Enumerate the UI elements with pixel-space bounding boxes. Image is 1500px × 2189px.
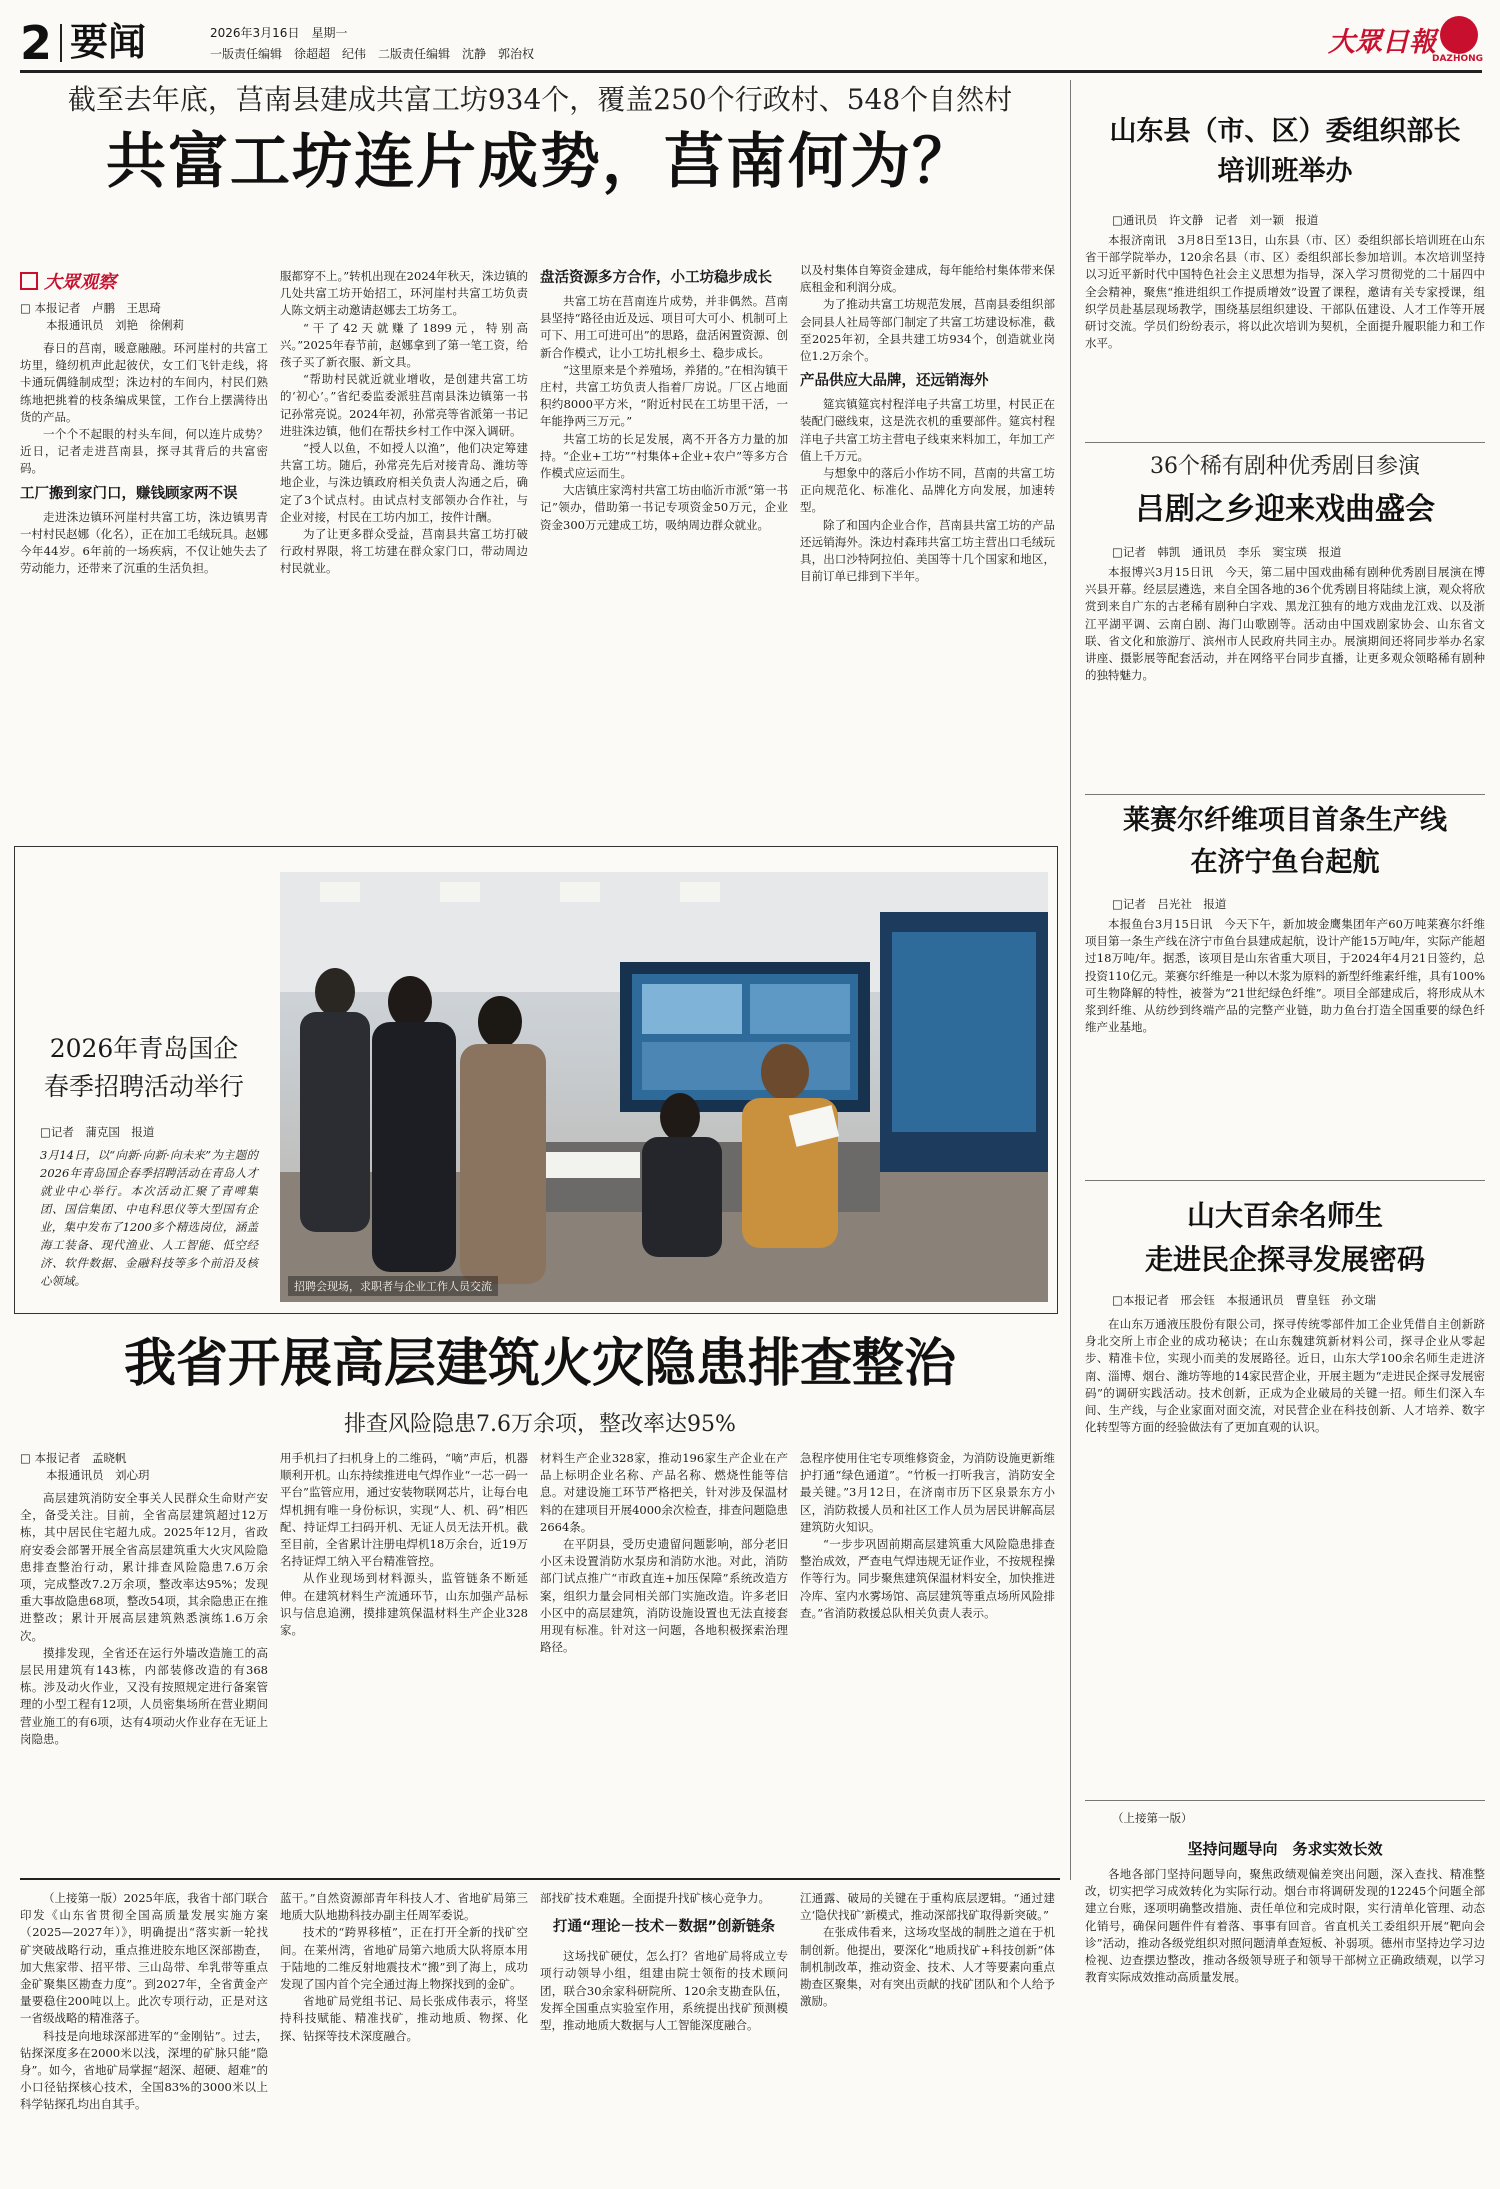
- fire-column-2: [280, 1450, 528, 1870]
- lead-paragraph: 为了让更多群众受益，莒南县共富工坊打破行政村界限，将工坊建在群众家门口，带动周边村民就业。: [280, 527, 528, 576]
- story2-headline: 吕剧之乡迎来戏曲盛会: [1135, 492, 1435, 527]
- bottom-section-rule: [20, 1878, 1060, 1880]
- lead-paragraph: 大店镇庄家湾村共富工坊由临沂市派“第一书记”领办，借助第一书记专项资金50万元，企业资金300万元建成工坊，吸纳周边群众就业。: [540, 483, 788, 532]
- continued-section-heading: 打通“理论－技术－数据”创新链条: [552, 1919, 776, 1936]
- photo-feature-headline: 2026年青岛国企 春季招聘活动举行: [43, 1034, 244, 1101]
- right-rule-3: [1085, 1180, 1485, 1181]
- continued-column-2: [280, 1890, 528, 2180]
- issue-date: 2026年3月16日 星期一: [210, 26, 348, 40]
- fire-byline-2: 本报通讯员 刘心玥: [46, 1468, 150, 1482]
- lead-paragraph: 春日的莒南，暖意融融。环河崖村的共富工坊里，缝纫机声此起彼伏，女工们飞针走线，将卡通玩偶缝制成型；洙边村的车间内，村民们熟练地把挑着的枝条编成果筐，工作台上摆满待出货的产品。: [20, 341, 268, 424]
- right-column-divider: [1070, 80, 1071, 1880]
- continued-paragraph: 江通露、破局的关键在于重构底层逻辑。“通过建立‘隐伏找矿’新模式，推动深部找矿取得新突破。”: [800, 1891, 1055, 1923]
- lead-paragraph: 走进洙边镇环河崖村共富工坊，洙边镇男青一村村民赵娜（化名），正在加工毛绒玩具。赵娜今年44岁。6年前的一场疾病，不仅让她失去了劳动能力，还带来了沉重的生活负担。: [20, 509, 268, 576]
- continued-column-1: [20, 1890, 268, 2180]
- lead-paragraph: “干了42天就赚了1899元，特别高兴。”2025年春节前，赵娜拿到了第一笔工资，给孩子买了新衣服、新文具。: [280, 320, 528, 370]
- lead-column-3: [540, 262, 788, 828]
- lead-paragraph: “帮助村民就近就业增收，是创建共富工坊的‘初心’。”省纪委监委派驻莒南县洙边镇第一书记孙常亮说。2024年初，孙常亮等省派第一书记进驻洙边镇，他们在帮扶乡村工作中深入调研。: [280, 372, 528, 438]
- column-logo: 大眾观察: [20, 268, 268, 294]
- story5-continued-label: （上接第一版）: [1112, 1811, 1193, 1825]
- continued-paragraph: 部找矿技术难题。全面提升找矿核心竞争力。: [540, 1891, 770, 1905]
- fire-paragraph: 从作业现场到材料源头，监管链条不断延伸。在建筑材料生产流通环节，山东加强产品标识与信息追溯，摸排建筑保温材料生产企业328家。: [280, 1571, 528, 1638]
- lead-paragraph: 服都穿不上。”转机出现在2024年秋天，洙边镇的几处共富工坊开始招工，环河崖村共富工坊负责人陈文炳主动邀请赵娜去工坊务工。: [280, 269, 528, 318]
- continued-paragraph: 在张成伟看来，这场攻坚战的制胜之道在于机制创新。他提出，要深化“地质找矿+科技创新”体制机制改革，推动资金、技术、人才等要素向重点勘查区聚集，对有突出贡献的找矿团队和个人给予激励。: [800, 1925, 1055, 2009]
- fire-paragraph: “一步步巩固前期高层建筑重大风险隐患排查整治成效，严查电气焊违规无证作业，不按规程操作等行为。同步聚焦建筑保温材料安全，加快推进冷库、室内水雾场馆、高层建筑等重点场所风险排查。”省消防救援总队相关负责人表示。: [800, 1537, 1055, 1620]
- fire-paragraph: 摸排发现，全省还在运行外墙改造施工的高层民用建筑有143栋，内部装修改造的有368栋。涉及动火作业，又没有按照规定进行备案管理的小型工程有12项，人员密集场所在营业期间营业施工的有6项，达有4项动火作业存在无证上岗隐患。: [20, 1645, 268, 1746]
- story1-headline: 山东县（市、区）委组织部长 培训班举办: [1109, 116, 1461, 187]
- continued-paragraph: 蓝干。”自然资源部青年科技人才、省地矿局第三地质大队地勘科技办副主任周军委说。: [280, 1891, 528, 1923]
- story4-byline: □本报记者 邢会钰 本报通讯员 曹皇钰 孙文瑞: [1112, 1293, 1376, 1307]
- lead-paragraph: “这里原来是个养殖场，养猪的。”在相沟镇干庄村，共富工坊负责人指着厂房说。厂区占地面积约8000平方米，“附近村民在工坊里干活，一年能挣两三万元。”: [540, 362, 788, 429]
- continued-column-4: [800, 1890, 1055, 2180]
- recruitment-photo: [280, 872, 1048, 1302]
- story4-body: 在山东万通液压股份有限公司，探寻传统零部件加工企业凭借自主创新跻身北交所上市企业的成功秘诀；在山东魏建筑新材料公司，探寻企业从零起步、精准卡位，实现小而美的发展路径。近日，山东大学100余名师生走进济南、淄博、烟台、潍坊等地的14家民营企业，开展主题为“走进民企探寻发展密码”的调研实践活动。技术创新，正成为企业破局的关键一招。师生们深入车间、生产线，与企业家面对面交流，对民营企业在科技创新、人才培养、数字化转型等方面的经验做法有了更加直观的认识。: [1085, 1317, 1485, 1435]
- lead-paragraph: “授人以鱼，不如授人以渔”，他们决定筹建共富工坊。随后，孙常亮先后对接青岛、潍坊等地企业，与洙边镇政府相关负责人沟通之后，确定了3个试点村。由试点村支部领办合作社，与企业对接，村民在工坊内加工，按件计酬。: [280, 441, 528, 524]
- lead-byline-1: □ 本报记者 卢鹏 王思琦: [20, 301, 162, 315]
- lead-section-heading: 产品供应大品牌，还远销海外: [800, 373, 989, 390]
- continued-paragraph: 省地矿局党组书记、局长张成伟表示，将坚持科技赋能、精准找矿，推动地质、物探、化探、钻探等技术深度融合。: [280, 1994, 528, 2043]
- right-rule-1: [1085, 442, 1485, 443]
- continued-paragraph: 技术的“跨界移植”，正在打开全新的找矿空间。在莱州湾，省地矿局第六地质大队将原本用于陆地的二维反射地震技术“搬”到了海上，成功发现了国内首个完全通过海上物探找到的金矿。: [280, 1925, 528, 1992]
- paper-name: 大眾日報: [1328, 27, 1436, 58]
- story3-headline: 莱赛尔纤维项目首条生产线 在济宁鱼台起航: [1123, 805, 1447, 878]
- fire-headline: 我省开展高层建筑火灾隐患排查整治: [123, 1334, 956, 1394]
- lead-kicker: 截至去年底，莒南县建成共富工坊934个，覆盖250个行政村、548个自然村: [67, 83, 1013, 116]
- story3-body: 本报鱼台3月15日讯 今天下午，新加坡金鹰集团年产60万吨莱赛尔纤维项目第一条生产线在济宁市鱼台县建成起航，设计产能15万吨/年，实际产能超过18万吨/年。据悉，该项目是山东省重大项目，于2024年4月21日签约，总投资110亿元。莱赛尔纤维是一种以木浆为原料的新型纤维素纤维，具有100%可生物降解的特性，被誉为“21世纪绿色纤维”。项目全部建成后，将形成从木浆到纤维、从纺纱到终端产品的完整产业链，助力鱼台打造全国重要的绿色纤维产业基地。: [1085, 917, 1485, 1035]
- continued-column-3: [540, 1890, 788, 2180]
- lead-paragraph: 以及村集体自筹资金建成，每年能给村集体带来保底租金和利润分成。: [800, 263, 1055, 295]
- fire-paragraph: 在平阴县，受历史遗留问题影响，部分老旧小区未设置消防水泵房和消防水池。对此，消防部门试点推广“市政直连+加压保障”系统改造方案，组织力量会同相关部门实施改造。许多老旧小区中的高层建筑，消防设施设置也无法直接套用现有标准。针对这一问题，各地积极探索治理路径。: [540, 1537, 788, 1655]
- lead-section-heading: 工厂搬到家门口，赚钱顾家两不误: [20, 485, 238, 502]
- lead-column-2: [280, 268, 528, 828]
- fire-paragraph: 用手机扫了扫机身上的二维码，“嘀”声后，机器顺利开机。山东持续推进电气焊作业“一芯一码一平台”监管应用，通过安装物联网芯片，让每台电焊机拥有唯一身份标识，实现“人、机、码”相匹配、持证焊工扫码开机、无证人员无法开机。截至目前，全省累计注册电焊机18万余台，近19万名持证焊工纳入平台精准管控。: [280, 1451, 528, 1569]
- masthead-rule: [20, 70, 1482, 73]
- right-rule-2: [1085, 794, 1485, 795]
- story2-byline: □记者 韩凯 通讯员 李乐 窦宝瑛 报道: [1112, 545, 1342, 559]
- fire-column-1: [20, 1450, 268, 1870]
- editors-line: 一版责任编辑 徐超超 纪伟 二版责任编辑 沈静 郭治权: [210, 47, 535, 61]
- continued-paragraph: 科技是向地球深部进军的“金刚钻”。过去，钻探深度多在2000米以浅，深埋的矿脉只能“隐身”。如今，省地矿局掌握“超深、超硬、超难”的小口径钻探核心技术，全国83%的3000米以上科学钻探孔均出自其手。: [20, 2028, 268, 2112]
- lead-paragraph: 与想象中的落后小作坊不同，莒南的共富工坊正向规范化、标准化、品牌化方向发展，加速转型。: [800, 466, 1055, 515]
- continued-paragraph: （上接第一版）2025年底，我省十部门联合印发《山东省贯彻全国高质量发展实施方案（2025—2027年）》，明确提出“落实新一轮找矿突破战略行动，重点推进胶东地区深部勘查，加大焦家带、招平带、三山岛带、牟乳带等重点金矿聚集区勘查力度”。到2027年，全省黄金产量要稳住200吨以上。此次专项行动，正是对这一省级战略的精准落子。: [20, 1891, 268, 2026]
- lead-column-4: [800, 262, 1055, 828]
- fire-byline-1: □ 本报记者 孟晓帆: [20, 1451, 127, 1465]
- fire-paragraph: 材料生产企业328家，推动196家生产企业在产品上标明企业名称、产品名称、燃烧性能等信息。对建设施工环节严格把关，针对涉及保温材料的在建项目开展4000余次检查，排查问题隐患2664条。: [540, 1451, 788, 1534]
- section-title: 要闻: [70, 20, 147, 64]
- lead-column-1: [20, 268, 268, 828]
- fire-subheadline: 排查风险隐患7.6万余项，整改率达95%: [344, 1412, 736, 1437]
- lead-paragraph: 为了推动共富工坊规范发展，莒南县委组织部会同县人社局等部门制定了共富工坊建设标准，截至2025年初，全县共建工坊934个，创造就业岗位1.2万余个。: [800, 297, 1055, 364]
- fire-column-4: [800, 1450, 1055, 1870]
- paper-latin-name: DAZHONG: [1432, 54, 1484, 64]
- fire-paragraph: 急程序使用住宅专项维修资金，为消防设施更新维护打通“绿色通道”。“竹板一打听我言，消防安全最关键。”3月12日，在济南市历下区泉景东方小区，消防救援人员和社区工作人员为居民讲解高层建筑防火知识。: [800, 1451, 1055, 1534]
- story1-byline: □通讯员 许文静 记者 刘一颖 报道: [1112, 213, 1319, 227]
- photo-feature-body: 3月14日，以“向新·向新·向未来”为主题的2026年青岛国企春季招聘活动在青岛人才就业中心举行。本次活动汇聚了青啤集团、国信集团、中电科思仪等大型国有企业，集中发布了1200多个精选岗位，涵盖海工装备、现代渔业、人工智能、低空经济、软件数据、金融科技等多个前沿及核心领域。: [40, 1148, 258, 1288]
- observe-icon: [20, 272, 38, 290]
- lead-headline: 共富工坊连片成势，莒南何为？: [106, 127, 974, 197]
- masthead-separator: [60, 24, 62, 62]
- lead-paragraph: 筵宾镇筵宾村程洋电子共富工坊里，村民正在装配门磁线束，这是洗衣机的重要部件。筵宾村程洋电子共富工坊主营电子线束来料加工，年加工产值上千万元。: [800, 397, 1055, 463]
- paper-emblem-icon: [1440, 16, 1478, 54]
- lead-paragraph: 共富工坊在莒南连片成势，并非偶然。莒南县坚持“路径由近及远、项目可大可小、机制可上可下、用工可进可出”的思路，盘活闲置资源、创新合作模式，让小工坊扎根乡土、稳步成长。: [540, 294, 788, 360]
- story1-body: 本报济南讯 3月8日至13日，山东县（市、区）委组织部长培训班在山东省干部学院举办，120余名县（市、区）委组织部长参加培训。本次培训坚持以习近平新时代中国特色社会主义思想为指导，深入学习贯彻党的二十届四中全会精神，聚焦“推进组织工作提质增效”设置了课程，邀请有关专家授课，组织学员赴基层现场教学，围绕基层组织建设、干部队伍建设、人才工作等开展研讨交流。学员们纷纷表示，将以此次培训为契机，全面提升履职能力和工作水平。: [1085, 233, 1485, 351]
- continued-paragraph: 这场找矿硬仗，怎么打？省地矿局将成立专项行动领导小组，组建由院士领衔的技术顾问团，联合30余家科研院所、120余支勘查队伍，发挥全国重点实验室作用，系统提出找矿预测模型，推动地质大数据与人工智能深度融合。: [540, 1949, 788, 2033]
- photo-feature-byline: □记者 蒲克国 报道: [40, 1125, 155, 1139]
- recruitment-photo-caption: 招聘会现场，求职者与企业工作人员交流: [288, 1276, 498, 1296]
- paper-logo: [1328, 16, 1488, 64]
- lead-byline-2: 本报通讯员 刘艳 徐俐莉: [46, 318, 184, 332]
- page-number: 2: [20, 16, 53, 70]
- story3-byline: □记者 吕光社 报道: [1112, 897, 1227, 911]
- right-rule-4: [1085, 1800, 1485, 1801]
- story2-body: 本报博兴3月15日讯 今天，第二届中国戏曲稀有剧种优秀剧目展演在博兴县开幕。经层层遴选，来自全国各地的36个优秀剧目将陆续上演，观众将欣赏到来自广东的古老稀有剧种白字戏、黑龙江独有的地方戏曲龙江戏、以及浙江平湖平调、云南白剧、海门山歌剧等。活动由中国戏剧家协会、山东省文联、省文化和旅游厅、滨州市人民政府共同主办。展演期间还将同步举办名家讲座、摄影展等配套活动，并在网络平台同步直播，让更多观众领略稀有剧种的独特魅力。: [1085, 565, 1485, 683]
- lead-paragraph: 除了和国内企业合作，莒南县共富工坊的产品还远销海外。洙边村森玮共富工坊主营出口毛绒玩具，出口沙特阿拉伯、美国等十几个国家和地区，目前订单已排到下半年。: [800, 517, 1055, 584]
- story4-headline: 山大百余名师生 走进民企探寻发展密码: [1144, 1199, 1425, 1276]
- story5-headline: 坚持问题导向 务求实效长效: [1187, 1840, 1383, 1858]
- lead-paragraph: 共富工坊的长足发展，离不开各方力量的加持。“企业+工坊”“村集体+企业+农户”等多方合作模式应运而生。: [540, 431, 788, 481]
- fire-column-3: [540, 1450, 788, 1870]
- story5-body: 各地各部门坚持问题导向，聚焦政绩观偏差突出问题，深入查找、精准整改，切实把学习成效转化为实际行动。烟台市将调研发现的12245个问题全部建立台账，逐项明确整改措施、责任单位和完成时限，实行清单化管理、动态化销号，确保问题件件有着落、事事有回音。省直机关工委组织开展“靶向会诊”活动，推动各级党组织对照问题清单查短板、补弱项。德州市坚持边学习边检视、边查摆边整改，推动各级领导班子和领导干部树立正确政绩观，以学习教育实际成效推动高质量发展。: [1085, 1867, 1485, 1985]
- story2-kicker: 36个稀有剧种优秀剧目参演: [1150, 454, 1420, 479]
- recruitment-photo-illustration: [280, 872, 1048, 1302]
- fire-paragraph: 高层建筑消防安全事关人民群众生命财产安全，备受关注。目前，全省高层建筑超过12万栋，其中居民住宅超九成。2025年12月，省政府安委会部署开展全省高层建筑重大火灾风险隐患排查整治行动，累计排查风险隐患7.6万余项，完成整改7.2万余项，整改率达95%；发现重大事故隐患68项，整改54项，其余隐患正在推进整改；累计开展高层建筑熟悉演练1.6万余次。: [20, 1491, 268, 1643]
- lead-section-heading: 盘活资源多方合作，小工坊稳步成长: [540, 270, 772, 286]
- lead-paragraph: 一个个不起眼的村头车间，何以连片成势？近日，记者走进莒南县，探寻其背后的共富密码。: [20, 427, 268, 476]
